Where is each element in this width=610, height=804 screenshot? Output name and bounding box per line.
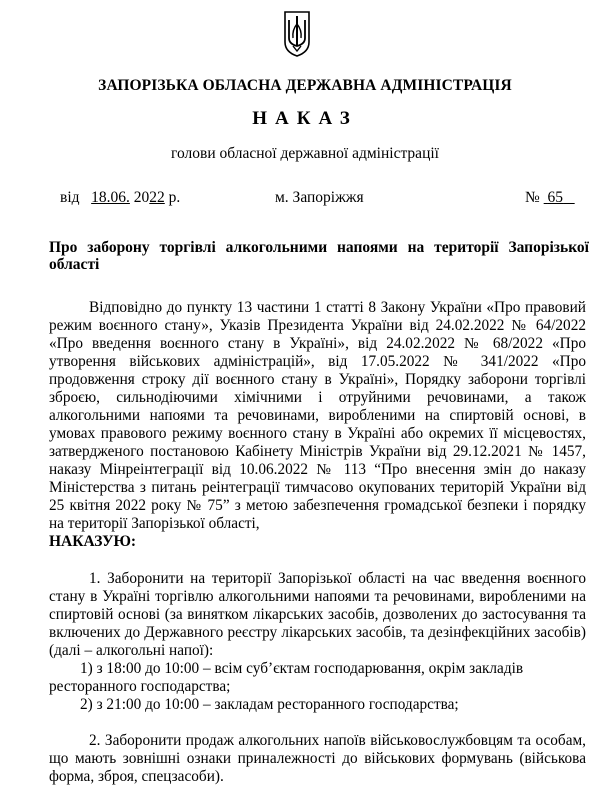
document-date [60,189,180,207]
item-1-subitem-1-cont: ресторанного господарства; [49,678,231,695]
year-prefix: 20 [133,189,150,206]
coat-of-arms-trident-icon [283,10,311,58]
document-type: НАКАЗ [252,108,358,129]
document-city: м. Запоріжжя [275,189,364,206]
item-2: 2. Заборонити продаж алкогольних напоїв військовослужбовцям та особам, що мають зовнішні ознаки приналежності до військових формувань (військова форма, зброя, спецзасоби). [49,732,586,785]
preamble: Відповідно до пункту 13 частини 1 статті 8 Закону України «Про правовий режим воєнного стану», Указів Президента України від 24.02.2022 № 64/2022 «Про введення воєнного стану в Україні», від 24.02.2022 № 68/2022 «Про утворення військових адміністрацій», від 17.05.2022 № 341/2022 «Про продовження строку дії воєнного стану в Україні», Порядку заборони торгівлі зброєю, сильнодіючими хімічними і отруйними речовинами, а також алкогольними напоями та речовинами, виробленими на спиртовій основі, в умовах правового режиму воєнного стану в Україні або окремих її місцевостях, затвердженого постановою Кабінету Міністрів України від 29.12.2021 № 1457, наказу Мінреінтеграції від 10.06.2022 № 113 “Про внесення змін до наказу Міністерства з питань реінтеграції тимчасово окупованих територій України від 25 квітня 2022 року № 75” з метою забезпечення громадської безпеки і порядку на території Запорізької області, [49,299,586,532]
item-1-subitem-1: 1) з 18:00 до 10:00 – всім суб’єктам господарювання, окрім закладів [80,660,524,677]
number-value: 65 [547,189,564,206]
item-1: 1. Заборонити на території Запорізької області на час введення воєнного стану в Україні торгівлю алкогольними напоями та речовинами, виробленими на спиртовій основі (за винятком лікарських засобів, дозволених до застосування та включених до Державного реєстру лікарських засобів, та дезінфекційних засобів) (далі – алкогольні напої): [49,570,586,659]
organization-name: ЗАПОРІЗЬКА ОБЛАСНА ДЕРЖАВНА АДМІНІСТРАЦІЯ [98,77,512,94]
document-title: Про заборону торгівлі алкогольними напоями на території Запорізької області [49,239,589,273]
item-1-subitem-2: 2) з 21:00 до 10:00 – закладам ресторанного господарства; [80,696,459,713]
document-number [525,189,575,207]
year-unit: р. [168,189,181,206]
number-prefix: № [525,189,540,206]
document-issuer: голови обласної державної адміністрації [171,145,439,162]
order-word: НАКАЗУЮ: [49,533,137,550]
date-prefix: від [60,189,80,206]
year-suffix: 22 [149,189,165,206]
date-day-month: 18.06. [91,189,130,206]
